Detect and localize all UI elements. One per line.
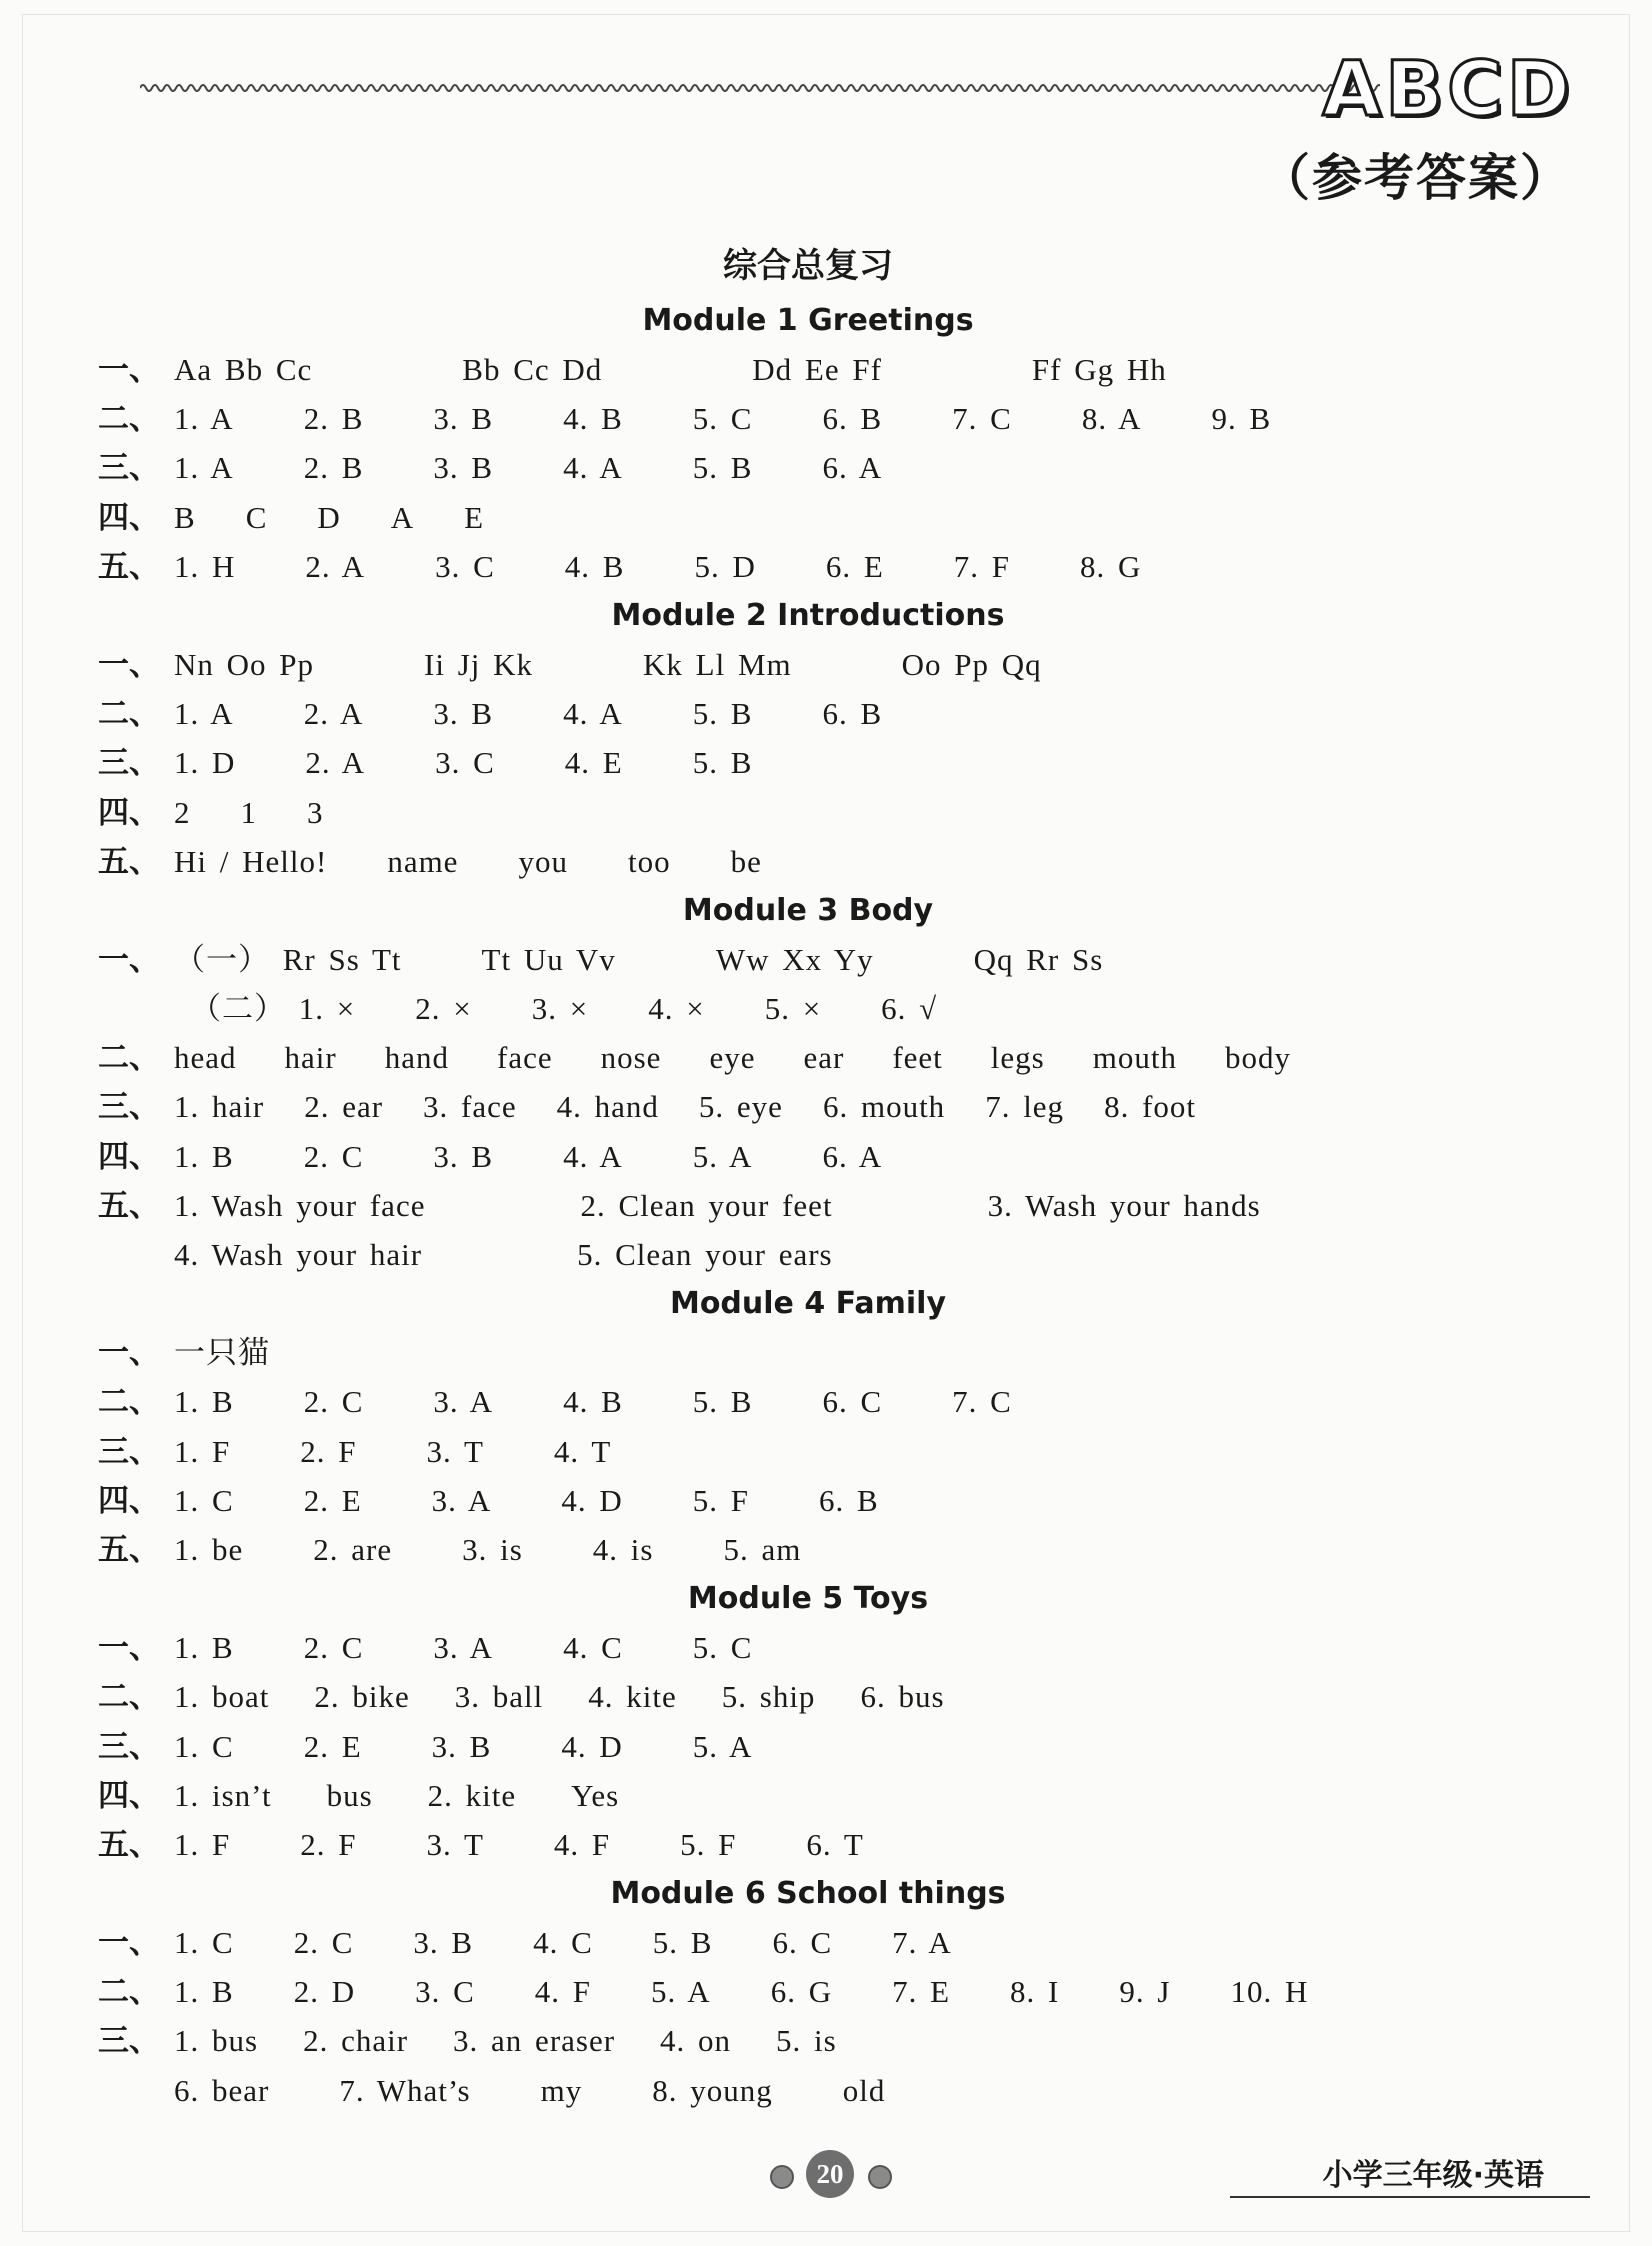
answer-item: be (730, 843, 762, 879)
answer-item: 1. A (174, 401, 234, 437)
answer-content (98, 236, 1558, 2115)
answer-item: 4. C (563, 1630, 623, 1666)
question-number: 二、 (98, 1384, 160, 1421)
answer-item: 3. ball (454, 1679, 544, 1715)
answer-item: 6. B (822, 696, 883, 732)
answer-item: 3 (307, 794, 324, 830)
main-heading: 综合总复习 (723, 246, 893, 286)
answer-row (98, 1525, 1558, 1574)
answer-item: 2. are (313, 1531, 393, 1567)
answer-item: 4. F (553, 1826, 611, 1862)
answer-item: C (245, 499, 268, 535)
answer-item: 9. B (1211, 401, 1272, 437)
answer-item: 1 (240, 794, 257, 830)
answer-row (98, 1476, 1558, 1525)
answer-item: too (627, 843, 671, 879)
answer-item: 1. F (174, 1826, 231, 1862)
answer-item: 3. B (433, 1138, 494, 1174)
answer-item: 2. A (303, 696, 364, 732)
answer-item: 3. Wash your hands (987, 1187, 1261, 1223)
answer-row (98, 542, 1558, 591)
answer-row (98, 493, 1558, 542)
answer-row (98, 1181, 1558, 1230)
answer-item: hand (384, 1040, 449, 1076)
answer-row (98, 1230, 1558, 1279)
answer-item: Oo Pp Qq (901, 646, 1042, 682)
answer-row (98, 2066, 1558, 2115)
answer-item: bus (326, 1777, 373, 1813)
answer-item: Nn Oo Pp (174, 646, 315, 682)
answer-row (98, 1672, 1558, 1721)
answer-item: 3. T (426, 1826, 484, 1862)
question-number: 五、 (98, 548, 160, 585)
answer-item: 3. an eraser (453, 2023, 616, 2059)
answer-row (98, 1082, 1558, 1131)
answer-row (98, 984, 1558, 1033)
footer-underline (1230, 2196, 1590, 2198)
answer-item: 3. face (423, 1089, 517, 1125)
question-number: 二、 (98, 696, 160, 733)
answer-title: （参考答案） (1260, 149, 1572, 207)
answer-item: 8. I (1010, 1974, 1060, 2010)
answer-item: hair (284, 1040, 337, 1076)
question-number: 三、 (98, 1433, 160, 1470)
answer-item: 1. boat (174, 1679, 270, 1715)
answer-item: 1. C (174, 1482, 234, 1518)
answer-item: 2. chair (303, 2023, 409, 2059)
answer-item: 3. A (433, 1384, 494, 1420)
answer-item: （二） 1. × (190, 991, 356, 1027)
answer-item: 2. C (303, 1138, 364, 1174)
bullet-dot-left (770, 2165, 794, 2189)
question-number: 四、 (98, 794, 160, 831)
answer-item: A (390, 499, 415, 535)
answer-item: 2. B (303, 401, 364, 437)
answer-item: 4. B (563, 1384, 623, 1420)
answer-row (98, 1722, 1558, 1771)
answer-item: 5. A (692, 1728, 753, 1764)
question-number: 四、 (98, 1482, 160, 1519)
page-number: 20 (806, 2150, 854, 2198)
answer-row (98, 1132, 1558, 1181)
answer-item: 7. A (892, 1925, 952, 1961)
answer-item: 6. G (770, 1974, 833, 2010)
answer-item: name (387, 843, 459, 879)
answer-item: 1. Wash your face (174, 1187, 426, 1223)
answer-item: Yes (571, 1777, 620, 1813)
answer-item: legs (990, 1040, 1045, 1076)
answer-item: 4. D (561, 1482, 623, 1518)
answer-row (98, 345, 1558, 394)
answer-row (98, 788, 1558, 837)
answer-item: Tt Uu Vv (481, 941, 616, 977)
answer-row (98, 1033, 1558, 1082)
answer-item: feet (892, 1040, 943, 1076)
answer-item: 7. F (953, 548, 1011, 584)
answer-item: 5. A (651, 1974, 711, 2010)
answer-row (98, 1328, 1558, 1377)
question-number: 一、 (98, 1630, 160, 1667)
answer-item: 6. A (822, 1138, 883, 1174)
answer-item: 4. kite (588, 1679, 677, 1715)
question-number: 二、 (98, 1040, 160, 1077)
answer-item: 2. F (300, 1433, 357, 1469)
answer-item: mouth (1092, 1040, 1177, 1076)
answer-item: 1. D (174, 745, 236, 781)
answer-item: 10. H (1230, 1974, 1309, 2010)
question-number: 五、 (98, 843, 160, 880)
answer-item: body (1224, 1040, 1291, 1076)
answer-item: 5. B (692, 745, 753, 781)
answer-item: 7. E (892, 1974, 951, 2010)
answer-item: 4. C (533, 1925, 593, 1961)
answer-item: D (317, 499, 341, 535)
answer-item: 1. bus (174, 2023, 259, 2059)
question-number: 二、 (98, 1679, 160, 1716)
grade-label: 小学三年级·英语 (1322, 2158, 1544, 2193)
answer-row (98, 1820, 1558, 1869)
answer-item: head (174, 1040, 237, 1076)
answer-item: 2. A (305, 745, 366, 781)
answer-item: 5. eye (698, 1089, 783, 1125)
answer-item: 1. H (174, 548, 236, 584)
answer-item: 5. Clean your ears (577, 1237, 833, 1272)
answer-item: 2. E (303, 1482, 362, 1518)
answer-item: 3. × (531, 991, 589, 1027)
answer-item: 5. C (692, 1630, 753, 1666)
answer-item: 7. C (952, 1384, 1012, 1420)
question-number: 五、 (98, 1826, 160, 1863)
answer-row (98, 689, 1558, 738)
answer-item: E (464, 499, 485, 535)
question-number: 三、 (98, 745, 160, 782)
answer-row (98, 2016, 1558, 2065)
answer-item: 1. isn’t (174, 1777, 272, 1813)
answer-item: 4. × (648, 991, 705, 1027)
answer-item: 2. C (293, 1925, 354, 1961)
answer-item: 4. D (561, 1728, 623, 1764)
module-title: Module 3 Body (682, 892, 934, 928)
answer-item: 1. A (174, 696, 234, 732)
answer-item: Hi / Hello! (174, 843, 328, 879)
abcd-logo: ABCD (1322, 44, 1574, 133)
answer-item: 1. B (174, 1974, 234, 2010)
answer-item: 4. A (563, 696, 623, 732)
answer-item: 4. A (563, 450, 623, 486)
answer-row (98, 738, 1558, 787)
answer-item: 5. B (692, 450, 753, 486)
answer-row (98, 837, 1558, 886)
answer-item: 4. is (592, 1531, 654, 1567)
question-number: 一、 (98, 1925, 160, 1962)
answer-item: 4. hand (556, 1089, 659, 1125)
question-number: 二、 (98, 1974, 160, 2011)
answer-item: 4. T (553, 1433, 612, 1469)
answer-item: 2. A (305, 548, 366, 584)
answer-item: 3. B (433, 401, 494, 437)
answer-item: 3. C (435, 745, 495, 781)
answer-row (98, 1377, 1558, 1426)
answer-item: 1. C (174, 1728, 234, 1764)
answer-item: face (497, 1040, 553, 1076)
answer-item: 5. A (692, 1138, 753, 1174)
answer-item: 6. E (825, 548, 884, 584)
answer-item: 1. B (174, 1138, 234, 1174)
answer-item: 5. ship (721, 1679, 816, 1715)
answer-item: 3. B (433, 696, 494, 732)
answer-item: old (842, 2072, 886, 2108)
answer-item: 1. be (174, 1531, 244, 1567)
answer-item: 一只猫 (174, 1335, 270, 1371)
answer-item: Ff Gg Hh (1031, 352, 1167, 387)
page-number-badge (770, 2150, 890, 2200)
answer-item: 2. B (303, 450, 364, 486)
answer-item: B (174, 499, 196, 535)
answer-item: 1. B (174, 1630, 234, 1666)
answer-row (98, 1918, 1558, 1967)
answer-item: 2. E (303, 1728, 362, 1764)
answer-item: 3. B (413, 1925, 474, 1961)
question-number: 五、 (98, 1187, 160, 1224)
answer-item: 3. C (435, 548, 495, 584)
answer-row (98, 935, 1558, 984)
bullet-dot-right (868, 2165, 892, 2189)
answer-item: 4. A (563, 1138, 623, 1174)
question-number: 三、 (98, 450, 160, 487)
answer-item: Ww Xx Yy (715, 941, 874, 977)
answer-item: 5. F (692, 1482, 749, 1518)
answer-item: 3. T (426, 1433, 484, 1469)
module-title: Module 5 Toys (687, 1581, 929, 1617)
answer-row (98, 640, 1558, 689)
answer-item: 6. B (822, 401, 883, 437)
answer-item: Kk Ll Mm (643, 646, 792, 682)
answer-item: 8. G (1080, 548, 1142, 584)
answer-item: 2. ear (304, 1089, 384, 1125)
answer-item: 5. C (692, 401, 753, 437)
answer-item: 5. D (694, 548, 756, 584)
answer-item: 4. on (660, 2023, 732, 2059)
answer-item: 2. F (300, 1826, 357, 1862)
answer-item: nose (600, 1040, 662, 1076)
answer-item: 3. A (431, 1482, 492, 1518)
module-title: Module 6 School things (610, 1876, 1006, 1912)
answer-item: 1. C (174, 1925, 234, 1961)
answer-item: 6. bear (174, 2072, 270, 2108)
answer-item: 4. F (534, 1974, 592, 2010)
question-number: 三、 (98, 1728, 160, 1765)
question-number: 一、 (98, 941, 160, 978)
answer-item: 5. B (652, 1925, 713, 1961)
module-title: Module 2 Introductions (611, 597, 1005, 633)
answer-item: （一） Rr Ss Tt (174, 941, 402, 977)
answer-item: 3. B (433, 450, 494, 486)
answer-item: 5. × (764, 991, 822, 1027)
answer-item: 3. C (415, 1974, 475, 2010)
answer-item: 9. J (1119, 1974, 1171, 2010)
answer-item: 2. bike (314, 1679, 410, 1715)
answer-item: 1. B (174, 1384, 234, 1420)
answer-item: 6. √ (881, 991, 938, 1027)
answer-item: 2. Clean your feet (580, 1187, 833, 1223)
answer-item: 6. B (818, 1482, 879, 1518)
question-number: 四、 (98, 499, 160, 536)
question-number: 二、 (98, 401, 160, 438)
question-number: 一、 (98, 646, 160, 683)
answer-item: 3. A (433, 1630, 494, 1666)
answer-row (98, 1427, 1558, 1476)
answer-item: you (518, 843, 568, 879)
question-number: 四、 (98, 1777, 160, 1814)
answer-item: 6. C (772, 1925, 833, 1961)
wavy-divider (140, 68, 1380, 108)
answer-item: 5. B (692, 1384, 753, 1420)
answer-item: 7. C (952, 401, 1012, 437)
answer-item: Qq Rr Ss (973, 941, 1104, 977)
answer-item: 1. A (174, 450, 234, 486)
answer-item: 3. is (462, 1531, 523, 1567)
answer-item: 6. A (822, 450, 883, 486)
answer-item: 4. B (564, 548, 625, 584)
question-number: 一、 (98, 1335, 160, 1372)
answer-item: 7. What’s (339, 2072, 471, 2108)
answer-item: 5. is (776, 2023, 837, 2059)
answer-item: 8. A (1081, 401, 1142, 437)
answer-item: 4. B (563, 401, 623, 437)
answer-item: 2 (174, 794, 191, 830)
answer-item: Dd Ee Ff (752, 352, 882, 387)
answer-item: 8. young (652, 2072, 773, 2108)
module-title: Module 4 Family (669, 1286, 947, 1322)
answer-item: 2. × (415, 991, 472, 1027)
answer-item: 5. F (680, 1826, 737, 1862)
question-number: 五、 (98, 1531, 160, 1568)
answer-item: 5. B (692, 696, 753, 732)
answer-item: eye (709, 1040, 756, 1076)
answer-row (98, 443, 1558, 492)
answer-row (98, 1771, 1558, 1820)
answer-item: ear (803, 1040, 845, 1076)
answer-item: 5. am (723, 1531, 802, 1567)
question-number: 三、 (98, 2023, 160, 2060)
answer-item: my (540, 2072, 583, 2108)
module-title: Module 1 Greetings (642, 303, 974, 338)
answer-item: Aa Bb Cc (174, 352, 313, 387)
answer-item: 2. C (303, 1384, 364, 1420)
answer-item: 2. kite (427, 1777, 517, 1813)
module-list (98, 296, 1558, 2115)
answer-item: 7. leg (985, 1089, 1065, 1125)
answer-item: 2. D (293, 1974, 356, 2010)
answer-row (98, 394, 1558, 443)
answer-item: 1. F (174, 1433, 231, 1469)
answer-item: 6. T (806, 1826, 864, 1862)
answer-item: 4. Wash your hair (174, 1237, 423, 1272)
answer-item: Ii Jj Kk (424, 646, 534, 682)
answer-item: 4. E (564, 745, 623, 781)
answer-item: 6. bus (860, 1679, 945, 1715)
answer-row (98, 1623, 1558, 1672)
answer-item: 8. foot (1104, 1089, 1196, 1125)
answer-item: 3. B (431, 1728, 492, 1764)
answer-row (98, 1967, 1558, 2016)
answer-item: 1. hair (174, 1089, 265, 1125)
question-number: 一、 (98, 352, 160, 388)
question-number: 四、 (98, 1138, 160, 1175)
answer-item: Bb Cc Dd (462, 352, 603, 387)
answer-item: 2. C (303, 1630, 364, 1666)
answer-item: 6. mouth (822, 1089, 946, 1125)
answer-item: 6. C (822, 1384, 883, 1420)
question-number: 三、 (98, 1089, 160, 1126)
